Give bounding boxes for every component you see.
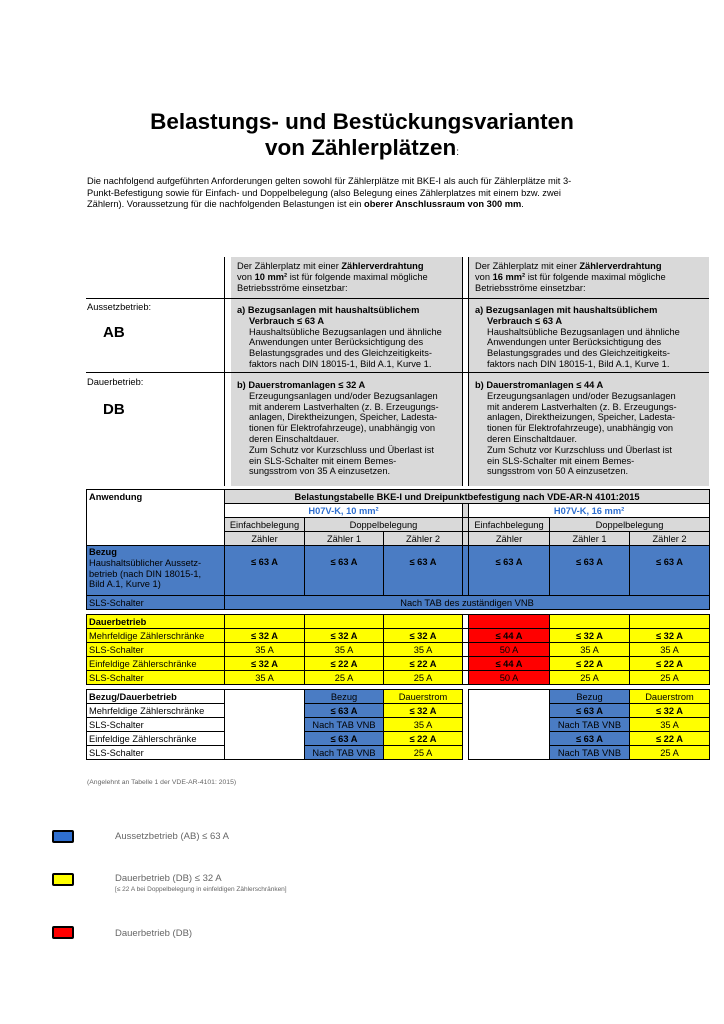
value-cell: ≤ 32 A: [225, 657, 305, 671]
table-row: [87, 671, 710, 685]
bezug-dauer-title: Bezug/Dauerbetrieb: [87, 690, 225, 704]
title-dot: :: [456, 147, 460, 158]
row-label: SLS-Schalter: [87, 671, 225, 685]
einfach-16: Einfachbelegung: [469, 518, 550, 532]
sls-tab-note: Nach TAB des zuständigen VNB: [225, 596, 710, 610]
col-10mm-dauerstrom: b) Dauerstromanlagen ≤ 32 A Erzeugungsanlagen und/oder Bezugsanlagen mit anderem Lastverhalten (z. B. Erzeugungs- anlagen, Direktheizungen, Speicher, Ladesta- tionen für Elektrofahrzeuge), unabhängig von deren Einschaltdauer. Zum Schutz vor Kurzschluss und Überlast ist ein SLS-Schalter mit einem Bemes- sungsstrom von 35 A einzusetzen.: [237, 380, 439, 477]
value-cell: 35 A: [630, 643, 710, 657]
legend-text-db: Dauerbetrieb (DB) ≤ 32 A: [115, 873, 222, 884]
value-cell: 25 A: [384, 671, 463, 685]
legend-text-db-red: Dauerbetrieb (DB): [115, 928, 193, 939]
intro-emphasis: oberer Anschlussraum von 300 mm: [364, 199, 522, 210]
col-16mm-header: Der Zählerplatz mit einer Zählerverdrahtung von 16 mm² ist für folgende maximal mögliche Betriebsströme einsetzbar:: [475, 261, 666, 293]
col-10mm-header: Der Zählerplatz mit einer Zählerverdrahtung von 10 mm² ist für folgende maximal mögliche Betriebsströme einsetzbar:: [237, 261, 428, 293]
bezug-value: ≤ 63 A: [305, 546, 384, 596]
table-row: [87, 732, 710, 746]
intro-text: Die nachfolgend aufgeführten Anforderungen gelten sowohl für Zählerplätze mit BKE-I als auch für Zählerplätze mit 3-Punkt-Befestigung sowie für Einfach- und Doppelbelegung (also Belegung eines Zählerplatzes mit einem bzw. zwei Zählern). Voraussetzung für die nachfolgenden Belastungen ist ein: [87, 176, 572, 210]
anwendung-header: Anwendung: [87, 490, 225, 546]
col-divider-left: [224, 257, 225, 486]
value-cell: ≤ 63 A: [550, 732, 630, 746]
value-cell: ≤ 63 A: [305, 704, 384, 718]
value-cell: 35 A: [550, 643, 630, 657]
col-divider-mid-2: [468, 257, 469, 486]
legend-swatch-blue: [52, 830, 74, 843]
load-table: [86, 489, 710, 610]
zaehler-10: Zähler: [225, 532, 305, 546]
doppel-10: Doppelbelegung: [305, 518, 463, 532]
value-cell: 35 A: [384, 643, 463, 657]
table-row: [87, 657, 710, 671]
bezug-value: ≤ 63 A: [550, 546, 630, 596]
legend-swatch-red: [52, 926, 74, 939]
bezug-description: Bezug Haushaltsüblicher Aussetz- betrieb (nach DIN 18015-1, Bild A.1, Kurve 1): [87, 546, 225, 596]
dauerstrom-col-10: Dauerstrom: [384, 690, 463, 704]
row-label: Einfeldige Zählerschränke: [87, 657, 225, 671]
source-note: (Angelehnt an Tabelle 1 der VDE-AR-4101: 2015): [87, 779, 237, 786]
value-cell: Nach TAB VNB: [550, 718, 630, 732]
h07-10mm-header: H07V-K, 10 mm²: [225, 504, 463, 518]
dauer-code: DB: [103, 401, 125, 418]
zaehler2-16: Zähler 2: [630, 532, 710, 546]
dauerbetrieb-title: Dauerbetrieb: [87, 615, 225, 629]
value-cell: ≤ 63 A: [550, 704, 630, 718]
divider-aussetz: [86, 372, 709, 373]
legend-text-ab: Aussetzbetrieb (AB) ≤ 63 A: [115, 831, 229, 842]
col-10mm-bezug: a) Bezugsanlagen mit haushaltsüblichem Verbrauch ≤ 63 A Haushaltsübliche Bezugsanlagen und ähnliche Anwendungen unter Berücksichtigung des Belastungsgrades und des Gleichzeitigkeits- faktors nach DIN 18015-1, Bild A.1, Kurve 1.: [237, 305, 442, 369]
table-row: [87, 629, 710, 643]
value-cell: ≤ 22 A: [384, 657, 463, 671]
value-cell: 25 A: [550, 671, 630, 685]
value-cell: ≤ 22 A: [630, 732, 710, 746]
zaehler2-10: Zähler 2: [384, 532, 463, 546]
value-cell: ≤ 22 A: [630, 657, 710, 671]
row-label: SLS-Schalter: [87, 718, 225, 732]
doppel-16: Doppelbelegung: [550, 518, 710, 532]
legend-swatch-yellow: [52, 873, 74, 886]
value-cell: ≤ 32 A: [550, 629, 630, 643]
intro-end: .: [521, 199, 524, 210]
value-cell: Nach TAB VNB: [305, 746, 384, 760]
value-cell: 35 A: [384, 718, 463, 732]
value-cell: ≤ 32 A: [630, 629, 710, 643]
zaehler-16: Zähler: [469, 532, 550, 546]
bezug-row: [87, 546, 710, 596]
value-cell: 35 A: [305, 643, 384, 657]
aussetz-label: Aussetzbetrieb:: [87, 302, 152, 312]
value-cell: Nach TAB VNB: [550, 746, 630, 760]
row-label: SLS-Schalter: [87, 746, 225, 760]
dauerbetrieb-table: [86, 614, 710, 685]
value-cell: 50 A: [469, 671, 550, 685]
row-label: Einfeldige Zählerschränke: [87, 732, 225, 746]
value-cell: ≤ 22 A: [384, 732, 463, 746]
col-16mm-bezug: a) Bezugsanlagen mit haushaltsüblichem Verbrauch ≤ 63 A Haushaltsübliche Bezugsanlagen und ähnliche Anwendungen unter Berücksichtigung des Belastungsgrades und des Gleichzeitigkeits- faktors nach DIN 18015-1, Bild A.1, Kurve 1.: [475, 305, 680, 369]
h07-16mm-header: H07V-K, 16 mm²: [469, 504, 710, 518]
value-cell: 25 A: [630, 746, 710, 760]
value-cell: ≤ 32 A: [384, 704, 463, 718]
table-row: [87, 643, 710, 657]
value-cell: ≤ 32 A: [225, 629, 305, 643]
aussetz-code: AB: [103, 324, 125, 341]
bezug-value: ≤ 63 A: [469, 546, 550, 596]
col-16mm-dauerstrom: b) Dauerstromanlagen ≤ 44 A Erzeugungsanlagen und/oder Bezugsanlagen mit anderem Lastverhalten (z. B. Erzeugungs- anlagen, Direktheizungen, Speicher, Ladesta- tionen für Elektrofahrzeuge), unabhängig von deren Einschaltdauer. Zum Schutz vor Kurzschluss und Überlast ist ein SLS-Schalter mit einem Bemes- sungsstrom von 50 A einzusetzen.: [475, 380, 677, 477]
bezug-value: ≤ 63 A: [225, 546, 305, 596]
dauer-label: Dauerbetrieb:: [87, 377, 144, 387]
page-title-text: von Zählerplätzen: [264, 135, 457, 160]
bezug-dauerbetrieb-table: [86, 689, 710, 760]
value-cell: 35 A: [225, 671, 305, 685]
value-cell: ≤ 44 A: [469, 657, 550, 671]
bezug-col-16: Bezug: [550, 690, 630, 704]
row-label: Mehrfeldige Zählerschränke: [87, 704, 225, 718]
sls-label: SLS-Schalter: [87, 596, 225, 610]
value-cell: 50 A: [469, 643, 550, 657]
intro-paragraph: [87, 176, 573, 211]
row-label: Mehrfeldige Zählerschränke: [87, 629, 225, 643]
page-title-line-2: [0, 134, 724, 167]
table-row: [87, 718, 710, 732]
value-cell: ≤ 22 A: [305, 657, 384, 671]
bezug-value: ≤ 63 A: [630, 546, 710, 596]
value-cell: ≤ 32 A: [384, 629, 463, 643]
bezug-value: ≤ 63 A: [384, 546, 463, 596]
value-cell: ≤ 44 A: [469, 629, 550, 643]
value-cell: ≤ 22 A: [550, 657, 630, 671]
zaehler1-16: Zähler 1: [550, 532, 630, 546]
col-divider-mid-1: [462, 257, 463, 486]
value-cell: 25 A: [305, 671, 384, 685]
dauerstrom-col-16: Dauerstrom: [630, 690, 710, 704]
value-cell: 25 A: [384, 746, 463, 760]
divider-header: [86, 298, 709, 299]
einfach-10: Einfachbelegung: [225, 518, 305, 532]
legend-subtext-db: [≤ 22 A bei Doppelbelegung in einfeldigen Zählerschränken]: [115, 886, 287, 893]
value-cell: 35 A: [630, 718, 710, 732]
load-table-title: Belastungstabelle BKE-I und Dreipunktbefestigung nach VDE-AR-N 4101:2015: [225, 490, 710, 504]
value-cell: Nach TAB VNB: [305, 718, 384, 732]
bezug-col-10: Bezug: [305, 690, 384, 704]
value-cell: 25 A: [630, 671, 710, 685]
zaehler1-10: Zähler 1: [305, 532, 384, 546]
row-label: SLS-Schalter: [87, 643, 225, 657]
page-title-line-1: Belastungs- und Bestückungsvarianten: [150, 109, 574, 134]
value-cell: ≤ 63 A: [305, 732, 384, 746]
value-cell: ≤ 32 A: [305, 629, 384, 643]
value-cell: ≤ 32 A: [630, 704, 710, 718]
table-row: [87, 746, 710, 760]
value-cell: 35 A: [225, 643, 305, 657]
table-row: [87, 704, 710, 718]
